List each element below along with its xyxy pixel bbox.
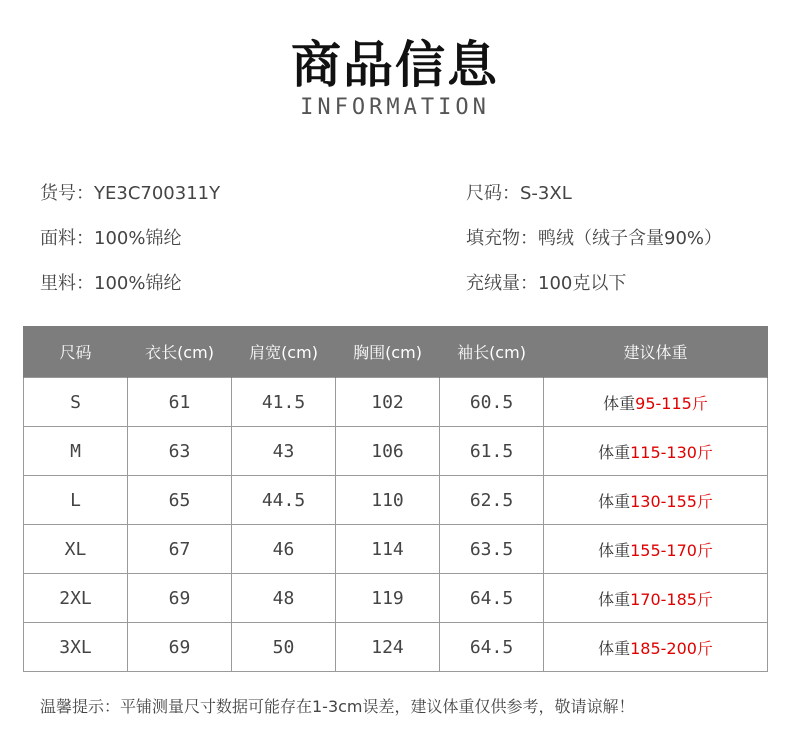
spec-item-no	[40, 181, 220, 207]
footnote: 温馨提示：平铺测量尺寸数据可能存在1-3cm误差，建议体重仅供参考，敬请谅解！	[40, 697, 635, 716]
table-row	[24, 574, 768, 623]
cell-shoulder: 44.5	[232, 476, 336, 525]
cell-length: 69	[128, 574, 232, 623]
cell-sleeve: 60.5	[440, 378, 544, 427]
weight-range: 115-130斤	[630, 442, 713, 462]
cell-size: 2XL	[24, 574, 128, 623]
cell-size: M	[24, 427, 128, 476]
cell-weight	[544, 427, 768, 476]
cell-chest: 114	[336, 525, 440, 574]
cell-chest: 106	[336, 427, 440, 476]
page-subtitle: INFORMATION	[300, 95, 490, 120]
spec-size-label: 尺码：	[466, 183, 520, 204]
cell-chest: 110	[336, 476, 440, 525]
spec-item-no-value: YE3C700311Y	[94, 183, 221, 204]
cell-sleeve: 63.5	[440, 525, 544, 574]
header-chest: 胸围(cm)	[336, 326, 440, 378]
table-header-row	[24, 326, 768, 378]
spec-size	[466, 181, 572, 207]
cell-chest: 124	[336, 623, 440, 672]
cell-size: 3XL	[24, 623, 128, 672]
header-shoulder: 肩宽(cm)	[232, 326, 336, 378]
cell-shoulder: 50	[232, 623, 336, 672]
cell-length: 69	[128, 623, 232, 672]
header-sleeve: 袖长(cm)	[440, 326, 544, 378]
cell-shoulder: 48	[232, 574, 336, 623]
weight-prefix: 体重	[598, 589, 631, 609]
cell-weight	[544, 574, 768, 623]
weight-range: 95-115斤	[635, 393, 708, 413]
cell-weight	[544, 525, 768, 574]
cell-size: L	[24, 476, 128, 525]
spec-fabric-value: 100%锦纶	[94, 228, 182, 249]
cell-length: 67	[128, 525, 232, 574]
cell-size: S	[24, 378, 128, 427]
cell-sleeve: 64.5	[440, 574, 544, 623]
spec-fabric-label: 面料：	[40, 228, 94, 249]
spec-lining	[40, 271, 181, 297]
cell-size: XL	[24, 525, 128, 574]
cell-sleeve: 64.5	[440, 623, 544, 672]
cell-chest: 119	[336, 574, 440, 623]
cell-weight	[544, 623, 768, 672]
spec-size-value: S-3XL	[520, 183, 572, 204]
weight-range: 130-155斤	[630, 491, 713, 511]
table-row	[24, 476, 768, 525]
cell-shoulder: 41.5	[232, 378, 336, 427]
cell-sleeve: 61.5	[440, 427, 544, 476]
header-weight: 建议体重	[544, 326, 768, 378]
cell-sleeve: 62.5	[440, 476, 544, 525]
table-row	[24, 427, 768, 476]
weight-prefix: 体重	[598, 442, 631, 462]
spec-fill-amount-value: 100克以下	[538, 273, 627, 294]
weight-prefix: 体重	[598, 638, 631, 658]
cell-weight	[544, 476, 768, 525]
spec-fabric	[40, 226, 181, 252]
weight-range: 185-200斤	[630, 638, 713, 658]
cell-shoulder: 46	[232, 525, 336, 574]
cell-length: 61	[128, 378, 232, 427]
weight-range: 170-185斤	[630, 589, 713, 609]
weight-prefix: 体重	[598, 491, 631, 511]
page-title: 商品信息	[291, 36, 499, 94]
cell-length: 65	[128, 476, 232, 525]
cell-shoulder: 43	[232, 427, 336, 476]
spec-item-no-label: 货号：	[40, 183, 94, 204]
cell-weight	[544, 378, 768, 427]
spec-fill-amount-label: 充绒量：	[466, 273, 538, 294]
weight-prefix: 体重	[603, 393, 636, 413]
spec-filling	[466, 226, 722, 252]
spec-lining-value: 100%锦纶	[94, 273, 182, 294]
table-row	[24, 525, 768, 574]
table-row	[24, 378, 768, 427]
table-row	[24, 623, 768, 672]
spec-filling-value: 鸭绒（绒子含量90%）	[538, 228, 723, 249]
spec-filling-label: 填充物：	[466, 228, 538, 249]
weight-prefix: 体重	[598, 540, 631, 560]
weight-range: 155-170斤	[630, 540, 713, 560]
header-size: 尺码	[24, 326, 128, 378]
spec-fill-amount	[466, 271, 626, 297]
header-length: 衣长(cm)	[128, 326, 232, 378]
cell-chest: 102	[336, 378, 440, 427]
spec-lining-label: 里料：	[40, 273, 94, 294]
cell-length: 63	[128, 427, 232, 476]
size-table	[23, 326, 768, 672]
